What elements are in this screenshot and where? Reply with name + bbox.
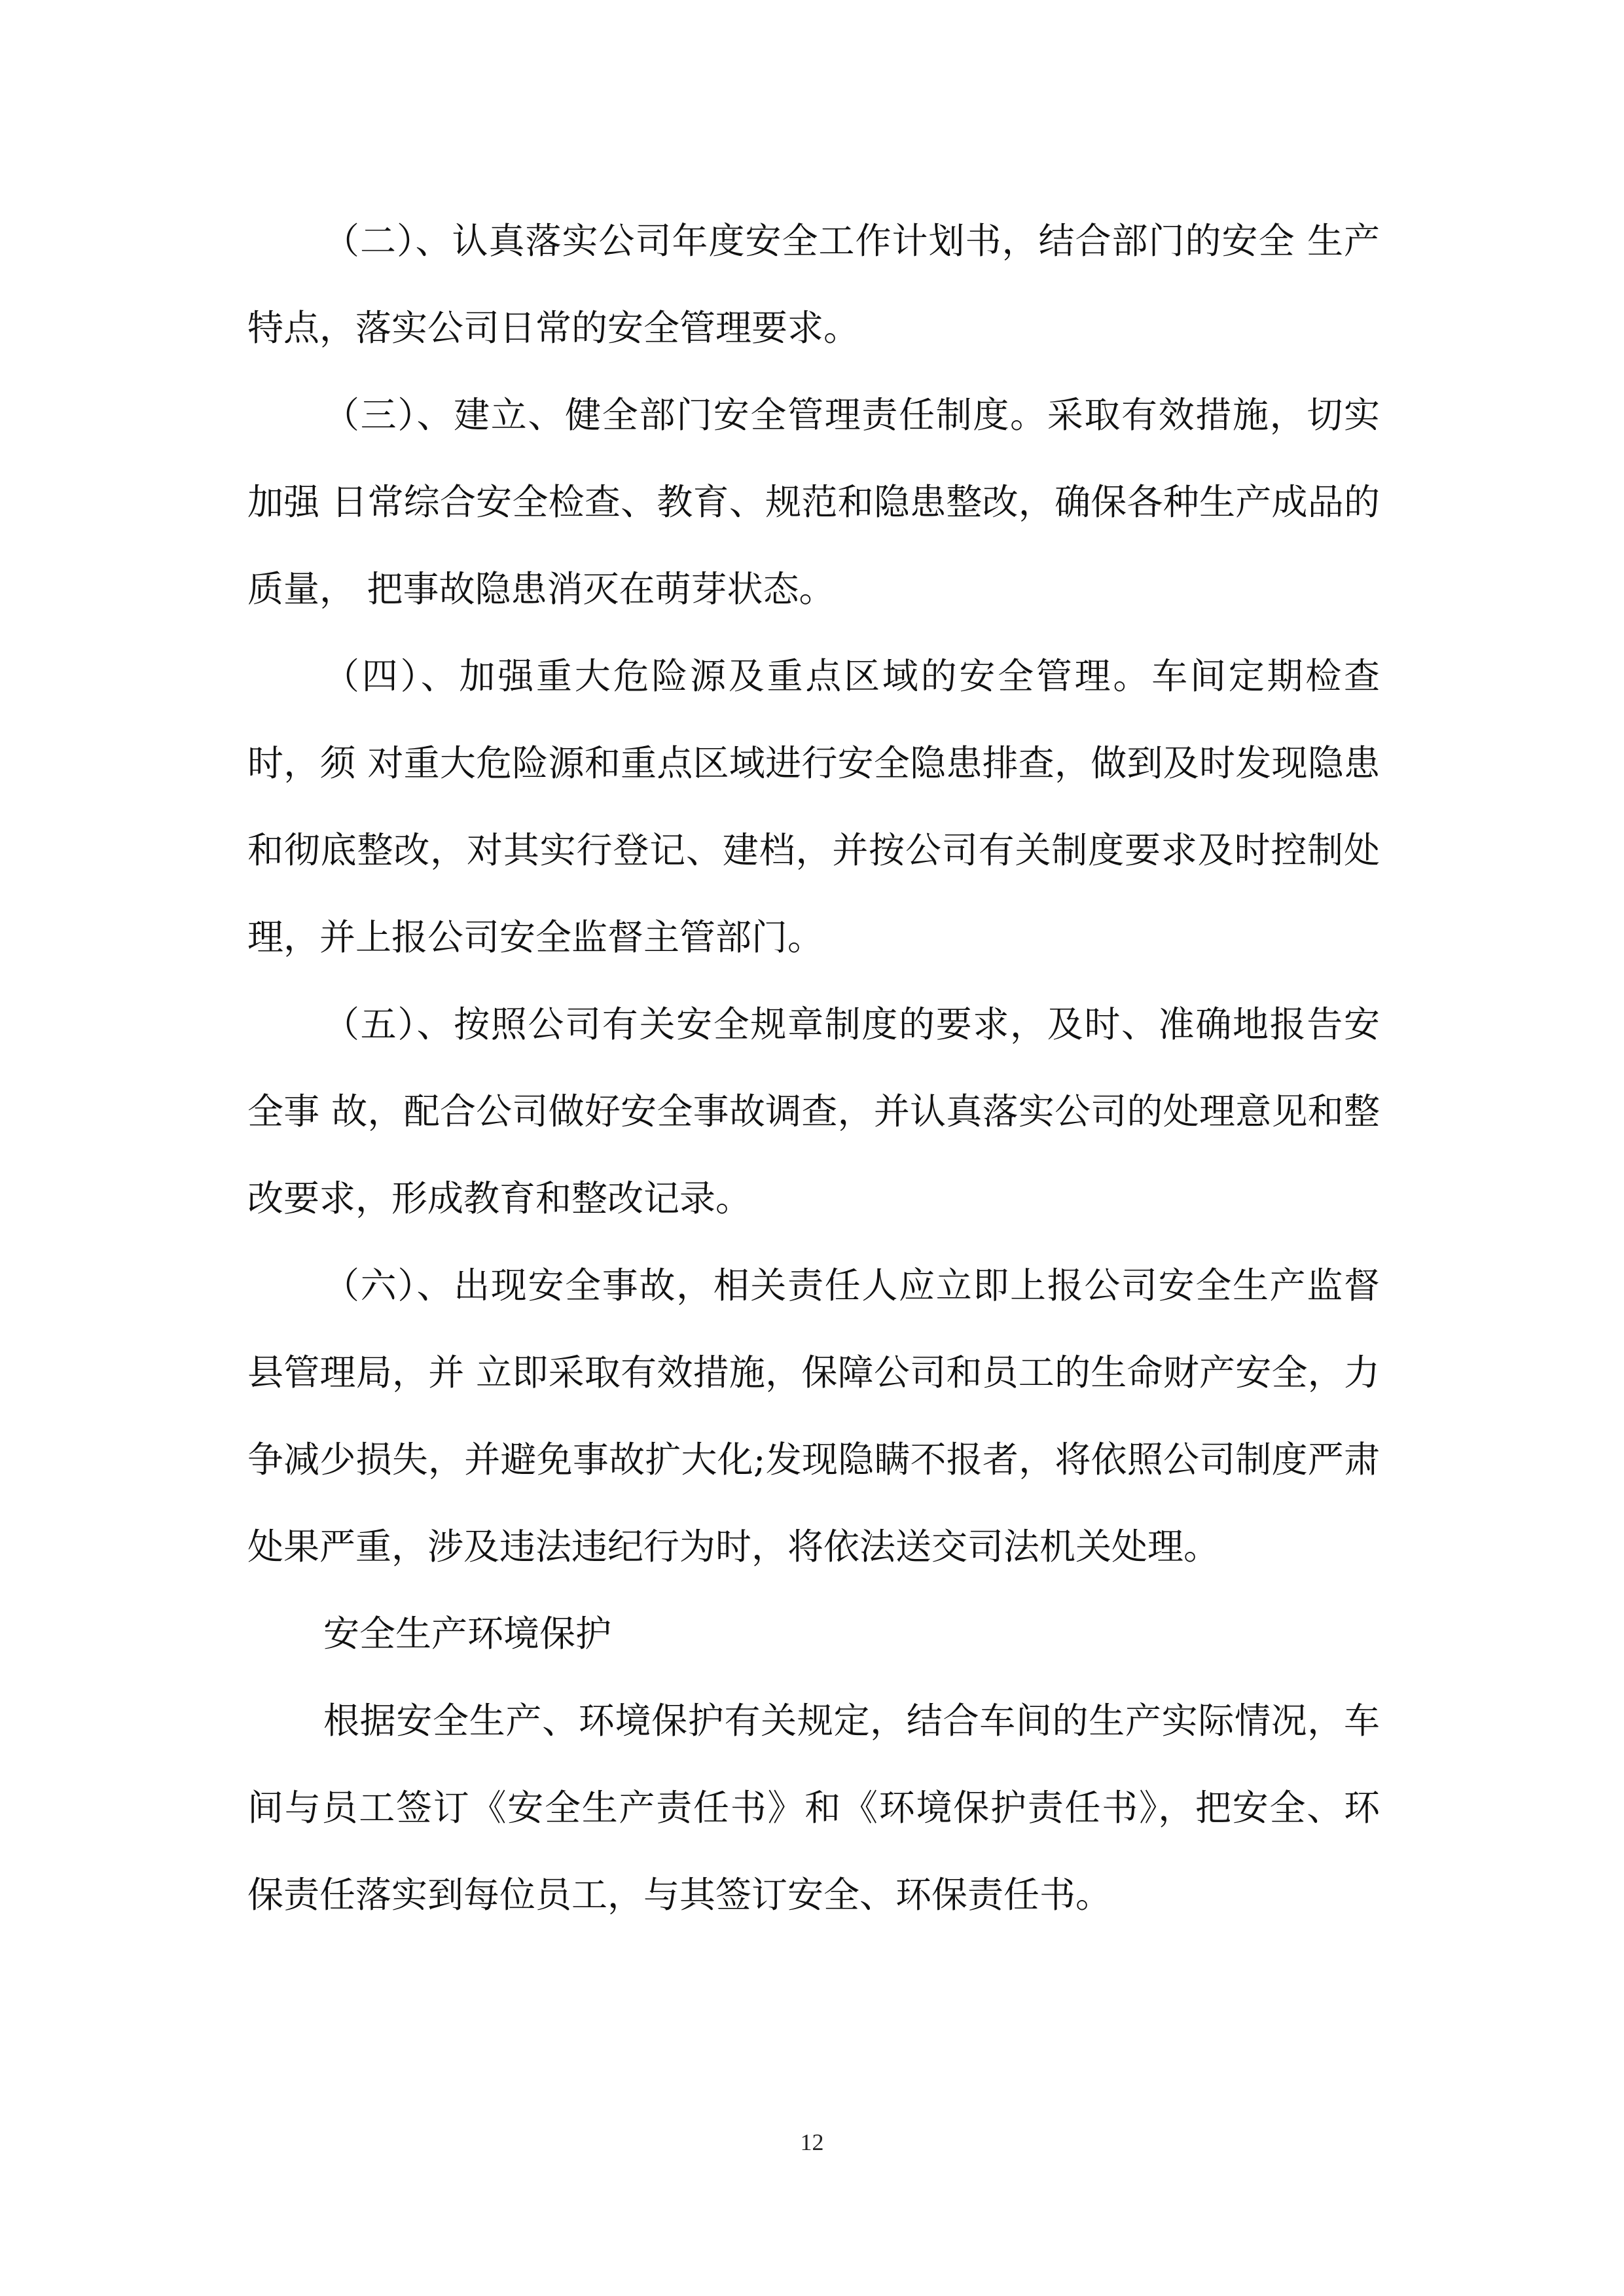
section-heading: 安全生产环境保护 — [323, 1613, 612, 1655]
paragraph-item-3: （三）、建立、健全部门安全管理责任制度。采取有效措施，切实加强 日常综合安全检查、教育、规范和隐患整改，确保各种生产成品的质量， 把事故隐患消灭在萌芽状态。 — [247, 394, 1380, 610]
paragraph-item-2: （二）、认真落实公司年度安全工作计划书，结合部门的安全 生产特点，落实公司日常的安全管理要求。 — [247, 220, 1380, 349]
page-number: 12 — [800, 2129, 824, 2155]
paragraph-item-4: （四）、加强重大危险源及重点区域的安全管理。车间定期检查时，须 对重大危险源和重点区域进行安全隐患排查，做到及时发现隐患和彻底整改，对其实行登记、建档，并按公司有关制度要求及时控制处理，并上报公司安全监督主管部门。 — [247, 655, 1380, 958]
section-paragraph: 根据安全生产、环境保护有关规定，结合车间的生产实际情况，车间与员工签订《安全生产责任书》和《环境保护责任书》，把安全、环保责任落实到每位员工，与其签订安全、环保责任书。 — [247, 1700, 1380, 1916]
paragraph-item-6: （六）、出现安全事故，相关责任人应立即上报公司安全生产监督县管理局，并 立即采取有效措施，保障公司和员工的生命财产安全，力争减少损失，并避免事故扩大化;发现隐瞒不报者，将依照公司制度严肃处果严重，涉及违法违纪行为时，将依法送交司法机关处理。 — [247, 1265, 1380, 1568]
paragraph-item-5: （五）、按照公司有关安全规章制度的要求，及时、准确地报告安全事 故，配合公司做好安全事故调查，并认真落实公司的处理意见和整改要求，形成教育和整改记录。 — [247, 1003, 1380, 1219]
document-body — [247, 198, 1380, 1939]
